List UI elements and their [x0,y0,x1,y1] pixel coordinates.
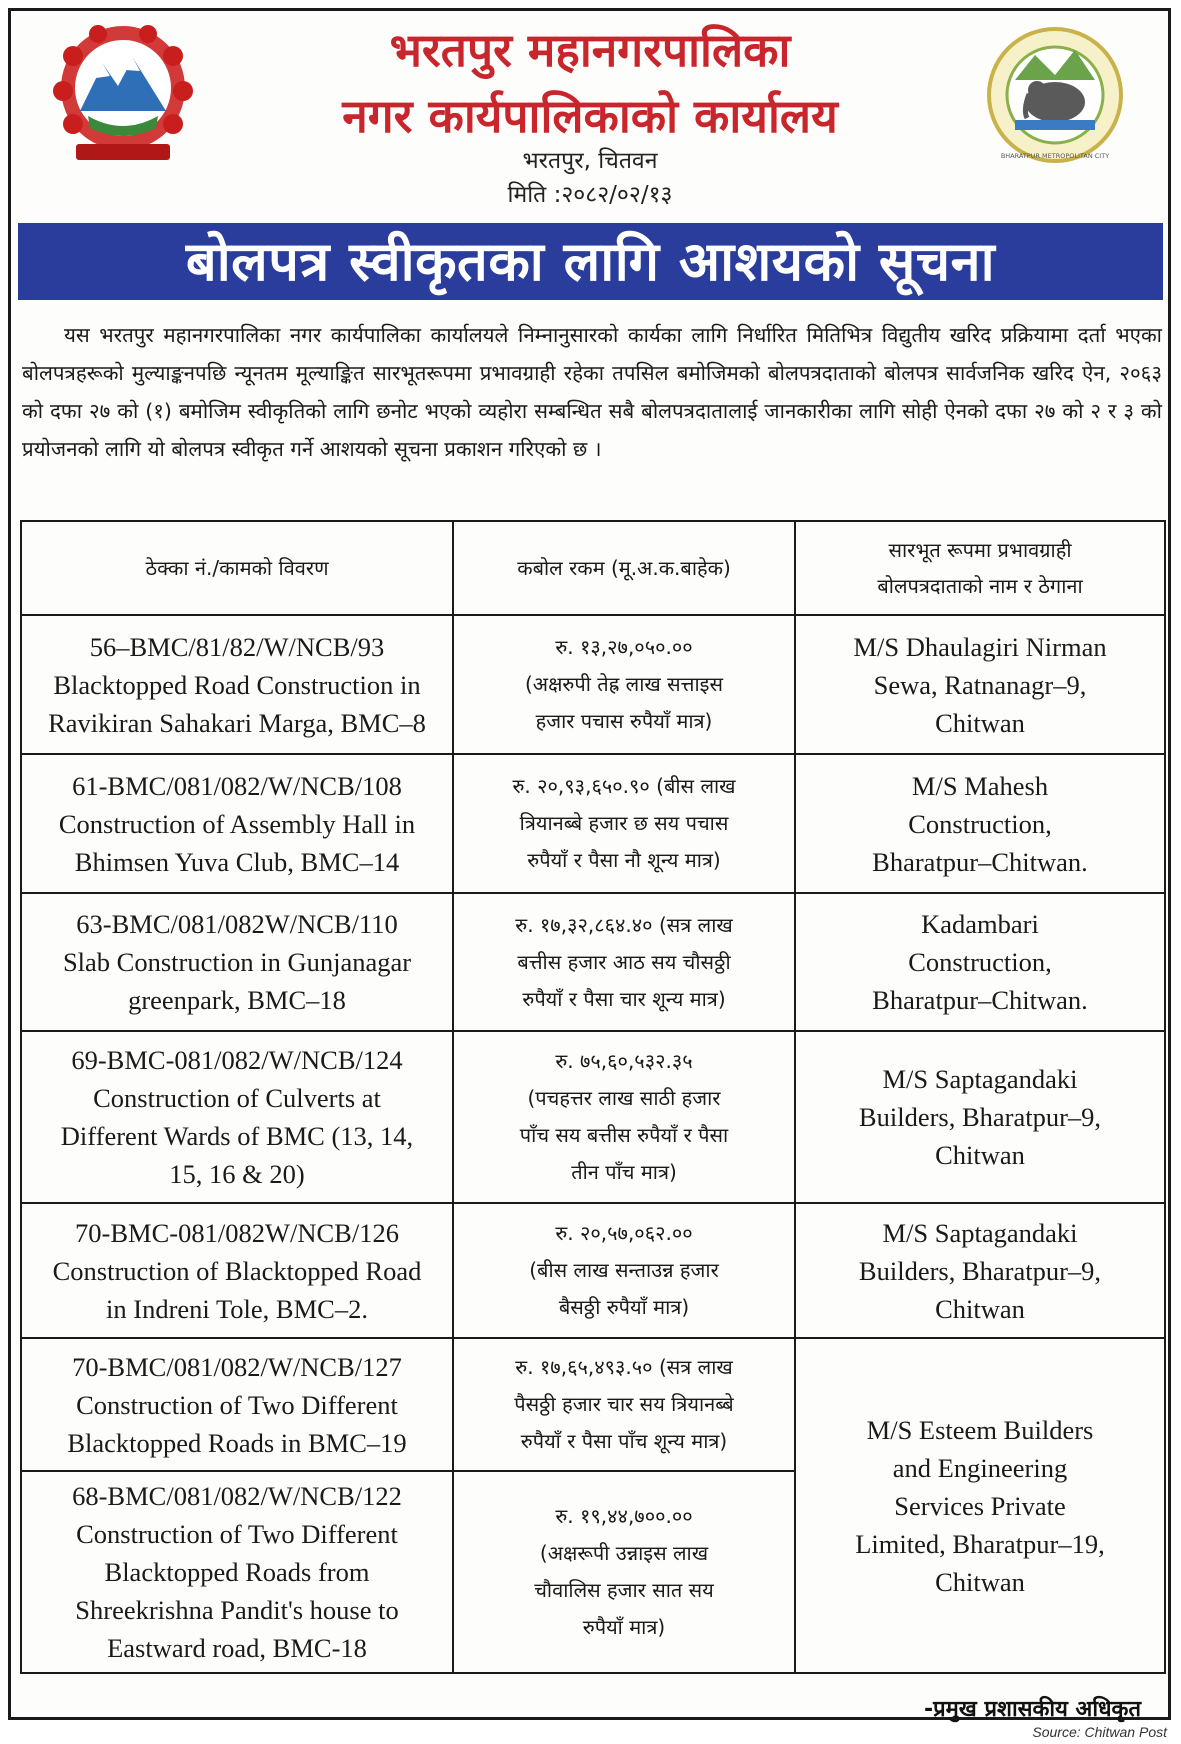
work-cell: 69-BMC-081/082/W/NCB/124 Construction of Culverts at Different Wards of BMC (13, 14, 15, 16 & 20) [21,1031,453,1203]
notice-intro-paragraph: यस भरतपुर महानगरपालिका नगर कार्यपालिका कार्यालयले निम्नानुसारको कार्यका लागि निर्धारित मितिभित्र विद्युतीय खरिद प्रक्रियामा दर्ता भएका बोलपत्रहरूको मुल्याङ्कनपछि न्यूनतम मूल्याङ्कित सारभूतरूपमा प्रभावग्राही रहेका तपसिल बमोजिमको बोलपत्रदाताको बोलपत्र सार्वजनिक खरिद ऐन, २०६३ को दफा २७ को (१) बमोजिम स्वीकृतिको लागि छनोट भएको व्यहोरा सम्बन्धित सबै बोलपत्रदातालाई जानकारीका लागि सोही ऐनको दफा २७ को २ र ३ को प्रयोजनको लागि यो बोलपत्र स्वीकृत गर्ने आशयको सूचना प्रकाशन गरिएको छ । [22,323,1162,461]
bidder-cell: M/S Saptagandaki Builders, Bharatpur–9, Chitwan [795,1203,1165,1338]
office-title: भरतपुर महानगरपालिका [389,23,791,77]
amount-cell: रु. १७,३२,८६४.४० (सत्र लाख बत्तीस हजार आठ सय चौसठ्ठी रुपैयाँ र पैसा चार शून्य मात्र) [453,893,795,1031]
table-header-row [21,521,1165,615]
tender-table [20,520,1166,1674]
work-cell: 56–BMC/81/82/W/NCB/93 Blacktopped Road Construction in Ravikiran Sahakari Marga, BMC–8 [21,615,453,754]
bidder-cell: M/S Dhaulagiri Nirman Sewa, Ratnanagr–9, Chitwan [795,615,1165,754]
table-row [21,615,1165,754]
work-cell: 70-BMC/081/082/W/NCB/127 Construction of Two Different Blacktopped Roads in BMC–19 [21,1338,453,1471]
city-logo-text: BHARATPUR METROPOLITAN CITY [1000,152,1110,160]
notice-date: मिति :२०८२/०२/१३ [507,182,673,208]
table-row [21,754,1165,893]
bidder-cell: M/S Saptagandaki Builders, Bharatpur–9, Chitwan [795,1031,1165,1203]
office-location: भरतपुर, चितवन [522,148,658,174]
header-amount: कबोल रकम (मू.अ.क.बाहेक) [453,521,795,615]
work-cell: 68-BMC/081/082/W/NCB/122 Construction of Two Different Blacktopped Roads from Shreekrishna Pandit's house to Eastward road, BMC-18 [21,1471,453,1673]
bidder-cell: M/S Esteem Builders and Engineering Services Private Limited, Bharatpur–19, Chitwan [795,1338,1165,1673]
amount-cell: रु. ७५,६०,५३२.३५ (पचहत्तर लाख साठी हजार पाँच सय बत्तीस रुपैयाँ र पैसा तीन पाँच मात्र) [453,1031,795,1203]
amount-cell: रु. १९,४४,७००.०० (अक्षरूपी उन्नाइस लाख चौवालिस हजार सात सय रुपैयाँ मात्र) [453,1471,795,1673]
header-bidder: सारभूत रूपमा प्रभावग्राही बोलपत्रदाताको नाम र ठेगाना [795,521,1165,615]
nepal-emblem-icon [38,16,208,166]
source-credit: Source: Chitwan Post [1032,1724,1167,1740]
work-cell: 61-BMC/081/082/W/NCB/108 Construction of Assembly Hall in Bhimsen Yuva Club, BMC–14 [21,754,453,893]
amount-cell: रु. २०,५७,०६२.०० (बीस लाख सन्ताउन्न हजार बैसठ्ठी रुपैयाँ मात्र) [453,1203,795,1338]
bharatpur-city-logo-icon [975,20,1135,170]
signatory: -प्रमुख प्रशासकीय अधिकृत [924,1697,1141,1722]
work-cell: 63-BMC/081/082W/NCB/110 Slab Construction in Gunjanagar greenpark, BMC–18 [21,893,453,1031]
notice-banner: बोलपत्र स्वीकृतका लागि आशयको सूचना [18,223,1163,300]
amount-cell: रु. १३,२७,०५०.०० (अक्षरुपी तेह्र लाख सत्ताइस हजार पचास रुपैयाँ मात्र) [453,615,795,754]
amount-cell: रु. १७,६५,४९३.५० (सत्र लाख पैसठ्ठी हजार चार सय त्रियानब्बे रुपैयाँ र पैसा पाँच शून्य मात्र) [453,1338,795,1471]
amount-cell: रु. २०,९३,६५०.९० (बीस लाख त्रियानब्बे हजार छ सय पचास रुपैयाँ र पैसा नौ शून्य मात्र) [453,754,795,893]
table-row [21,893,1165,1031]
table-row [21,1203,1165,1338]
bidder-cell: M/S Mahesh Construction, Bharatpur–Chitwan. [795,754,1165,893]
work-cell: 70-BMC-081/082W/NCB/126 Construction of Blacktopped Road in Indreni Tole, BMC–2. [21,1203,453,1338]
table-row [21,1031,1165,1203]
office-subtitle: नगर कार्यपालिकाको कार्यालय [342,89,838,143]
table-row [21,1338,1165,1471]
bidder-cell: Kadambari Construction, Bharatpur–Chitwan. [795,893,1165,1031]
header-work: ठेक्का नं./कामको विवरण [21,521,453,615]
